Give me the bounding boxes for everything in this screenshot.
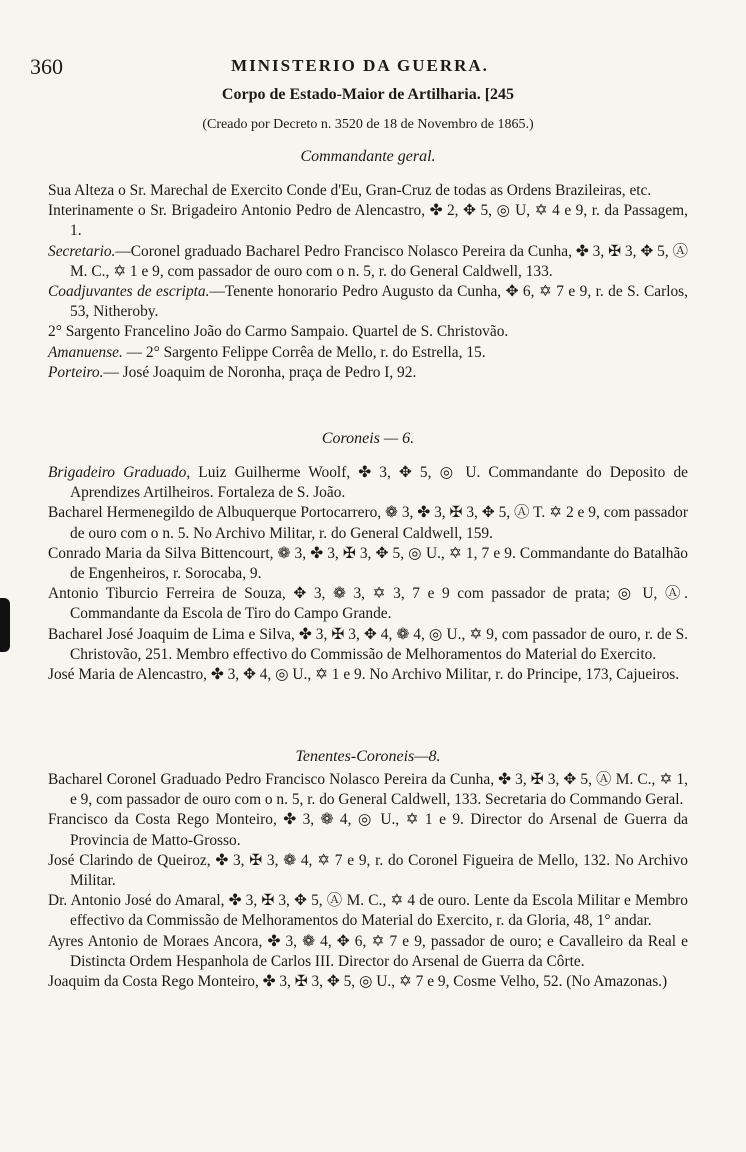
entry — [48, 625, 688, 665]
entry-text: Bacharel Coronel Graduado Pedro Francisco Nolasco Pereira da Cunha, ✤ 3, ✠ 3, ✥ 5, Ⓐ M. C., ✡ 1, e 9, com passador de ouro com o n. 5, r. do General Caldwell, 133. Secretaria do Commando Geral. — [48, 771, 688, 809]
entry — [48, 363, 688, 383]
entry — [48, 665, 688, 685]
entry — [48, 770, 688, 810]
entry-text: 2° Sargento Francelino João do Carmo Sampaio. Quartel de S. Christovão. — [48, 323, 509, 341]
entry — [48, 851, 688, 891]
entry — [48, 972, 688, 992]
entry-label: Coadjuvantes de escripta. — [48, 283, 210, 301]
creation-decree: (Creado por Decreto n. 3520 de 18 de Novembro de 1865.) — [202, 117, 534, 132]
entry — [48, 891, 688, 931]
entry-text: —Tenente honorario Pedro Augusto da Cunha, ✥ 6, ✡ 7 e 9, r. de S. Carlos, 53, Nitheroby. — [70, 283, 688, 321]
entry-text: Ayres Antonio de Moraes Ancora, ✤ 3, ❁ 4, ✥ 6, ✡ 7 e 9, passador de ouro; e Cavalleiro da Real e Distincta Ordem Hespanhola de Carlos III. Director do Arsenal de Guerra da Côrte. — [48, 932, 688, 970]
entry-text: José Maria de Alencastro, ✤ 3, ✥ 4, ◎ U., ✡ 1 e 9. No Archivo Militar, r. do Principe, 173, Cajueiros. — [48, 666, 680, 684]
entry-text: Bacharel Hermenegildo de Albuquerque Portocarrero, ❁ 3, ✤ 3, ✠ 3, ✥ 5, Ⓐ T. ✡ 2 e 9, com passador de ouro com o n. 5. No Archivo Militar, r. do General Caldwell, 159. — [48, 504, 688, 542]
entry-label: Porteiro. — [48, 363, 104, 381]
entry — [48, 810, 688, 850]
entry — [48, 343, 688, 363]
binding-mark — [0, 598, 10, 652]
running-header — [30, 54, 690, 84]
section-heading-commandante: Commandante geral. — [300, 148, 436, 165]
entry — [48, 201, 688, 241]
entry — [48, 322, 688, 342]
page-number: 360 — [30, 54, 63, 79]
entry — [48, 503, 688, 543]
corps-heading: Corpo de Estado-Maior de Artilharia. [245 — [221, 86, 515, 103]
entry — [48, 282, 688, 322]
section-heading-coroneis: Coroneis — 6. — [321, 430, 415, 447]
entry-text: Bacharel José Joaquim de Lima e Silva, ✤ 3, ✠ 3, ✥ 4, ❁ 4, ◎ U., ✡ 9, com passador de ouro, r. de S. Christovão, 251. Membro effectivo do Commissão de Melhoramentos do Material do Exercito. — [48, 625, 688, 663]
tenentes-list — [48, 770, 688, 992]
section-heading-tenentes: Tenentes-Coroneis—8. — [295, 748, 441, 765]
entry-text: Sua Alteza o Sr. Marechal de Exercito Conde d'Eu, Gran-Cruz de todas as Ordens Brazileiras, etc. — [48, 182, 652, 199]
entry-text: Dr. Antonio José do Amaral, ✤ 3, ✠ 3, ✥ 5, Ⓐ M. C., ✡ 4 de ouro. Lente da Escola Militar e Membro effectivo da Commissão de Melhoramentos do Material do Exercito, r. da Gloria, 48, 1° andar. — [48, 892, 688, 930]
coroneis-list — [48, 463, 688, 685]
entry — [48, 181, 688, 201]
entry-text: Luiz Guilherme Woolf, ✤ 3, ✥ 5, ◎ U. Commandante do Deposito de Aprendizes Artilheiros. Fortaleza de S. João. — [70, 464, 688, 502]
entry-text: Interinamente o Sr. Brigadeiro Antonio Pedro de Alencastro, ✤ 2, ✥ 5, ◎ U, ✡ 4 e 9, r. da Passagem, 1. — [48, 202, 688, 240]
entry-text: José Clarindo de Queiroz, ✤ 3, ✠ 3, ❁ 4, ✡ 7 e 9, r. do Coronel Figueira de Mello, 132. No Archivo Militar. — [48, 851, 688, 890]
entry-label: Secretario. — [48, 242, 116, 260]
entry — [48, 932, 688, 972]
entry-text: Conrado Maria da Silva Bittencourt, ❁ 3, ✤ 3, ✠ 3, ✥ 5, ◎ U., ✡ 1, 7 e 9. Commandante do Batalhão de Engenheiros, r. Sorocaba, 9. — [48, 544, 688, 583]
entry-text: —Coronel graduado Bacharel Pedro Francisco Nolasco Pereira da Cunha, ✤ 3, ✠ 3, ✥ 5, Ⓐ M. C., ✡ 1 e 9, com passador de ouro com o n. 5, r. do General Caldwell, 133. — [70, 242, 688, 280]
entry-text: Antonio Tiburcio Ferreira de Souza, ✥ 3, ❁ 3, ✡ 3, 7 e 9 com passador de prata; ◎ U, Ⓐ. Commandante da Escola de Tiro do Campo Grande. — [48, 585, 688, 623]
entry — [48, 584, 688, 624]
entry-text: Francisco da Costa Rego Monteiro, ✤ 3, ❁ 4, ◎ U., ✡ 1 e 9. Director do Arsenal de Guerra da Provincia de Matto-Grosso. — [48, 811, 688, 849]
entry — [48, 463, 688, 503]
entry-text: — 2° Sargento Felippe Corrêa de Mello, r. do Estrella, 15. — [122, 343, 486, 361]
entry-label: Amanuense. — [48, 343, 123, 361]
entry-text: Joaquim da Costa Rego Monteiro, ✤ 3, ✠ 3, ✥ 5, ◎ U., ✡ 7 e 9, Cosme Velho, 52. (No Amazonas.) — [48, 973, 668, 991]
entry-text: — José Joaquim de Noronha, praça de Pedro I, 92. — [103, 363, 417, 381]
ministry-title: MINISTERIO DA GUERRA. — [231, 56, 489, 75]
entry — [48, 544, 688, 584]
entry — [48, 242, 688, 282]
entry-label: Brigadeiro Graduado, — [48, 464, 191, 481]
commandante-list — [48, 181, 688, 383]
